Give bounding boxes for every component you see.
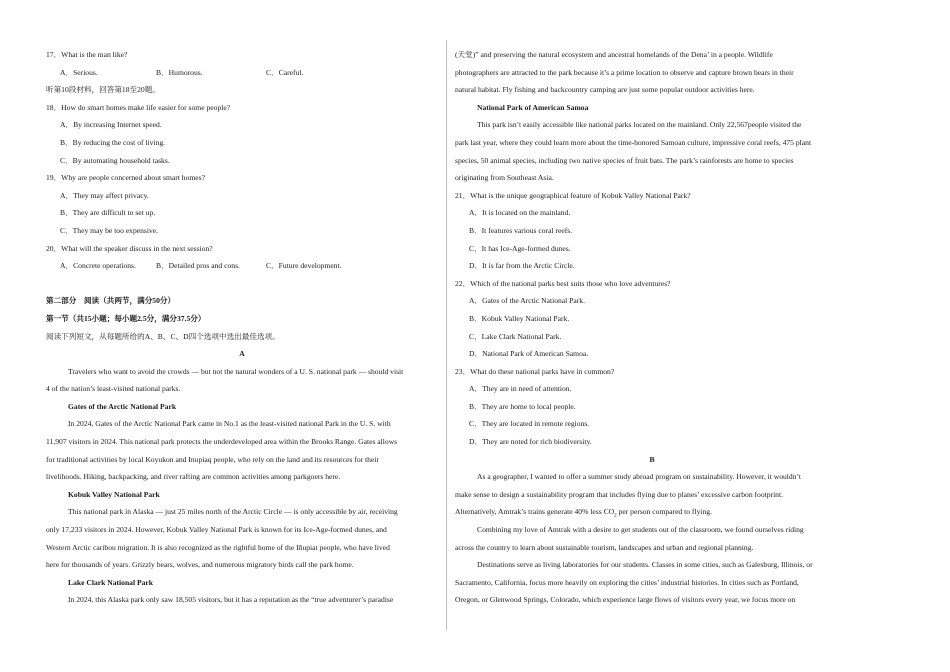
q21-stem: 21．What is the unique geographical feature of Kobuk Valley National Park? bbox=[455, 190, 691, 200]
right-column bbox=[455, 46, 849, 609]
text-line: Destinations serve as living laboratories for our students. Classes in some cities, such as Galesburg, Illinois, or bbox=[477, 560, 813, 570]
passage-a-label: A bbox=[239, 349, 245, 359]
q20-option-b: B．Detailed pros and cons. bbox=[156, 261, 240, 271]
text-line: Sacramento, California, focus more heavily on exploring the cities’ industrial histories. In cities such as Portland, bbox=[455, 577, 799, 587]
text-line: natural habitat. Fly fishing and backcountry camping are just some popular outdoor activities here. bbox=[455, 85, 755, 95]
q18-stem: 18．How do smart homes make life easier for some people? bbox=[46, 102, 231, 112]
text-line: here for thousands of years. Grizzly bears, wolves, and numerous migratory birds call the park home. bbox=[46, 560, 354, 570]
text-line: species, 50 animal species, including two native species of fruit bats. The park’s rainforests are home to species bbox=[455, 155, 794, 165]
q23-option-a: A．They are in need of attention. bbox=[469, 384, 572, 394]
q17-options bbox=[46, 64, 438, 82]
q20-option-c: C．Future development. bbox=[266, 261, 342, 271]
q19-option-c: C．They may be too expensive. bbox=[60, 225, 159, 235]
text-line: Combining my love of Amtrak with a desire to get students out of the classroom, we found ourselves riding bbox=[477, 525, 804, 535]
text-line: for traditional activities by local Koyukon and Inupiaq people, who rely on the land and its resources for their bbox=[46, 454, 379, 464]
q23-option-c: C．They are located in remote regions. bbox=[469, 419, 590, 429]
text-line: In 2024, this Alaska park only saw 18,505 visitors, but it has a reputation as the “true adventurer’s paradise bbox=[68, 595, 394, 605]
text-line: This national park in Alaska — just 25 miles north of the Arctic Circle — is only accessible by air, receiving bbox=[68, 507, 398, 517]
text-line: Western Arctic caribou migration. It is also recognized as the rightful home of the Iñupiat people, who have lived bbox=[46, 542, 390, 552]
column-divider bbox=[446, 40, 447, 630]
text-line: livelihoods. Hiking, backpacking, and river rafting are common activities among parkgoers here. bbox=[46, 472, 341, 482]
text-span: Alternatively, Amtrak’s trains generate 40% less CO bbox=[455, 507, 615, 517]
kobuk-paragraph bbox=[46, 503, 438, 573]
part-2-heading: 第二部分 阅读（共两节，满分50分） bbox=[46, 296, 176, 306]
lake-clark-continuation bbox=[455, 46, 849, 99]
passage-b-label: B bbox=[649, 454, 655, 464]
reading-instruction: 阅读下列短文，从每题所给的A、B、C、D四个选项中选出最佳选项。 bbox=[46, 331, 280, 341]
q17-option-b: B．Humorous. bbox=[156, 67, 203, 77]
passage-b-paragraph-1 bbox=[455, 468, 849, 521]
text-line: 11,907 visitors in 2024. This national park protects the underdeveloped area within the Brooks Range. Gates allows bbox=[46, 437, 398, 447]
gates-title: Gates of the Arctic National Park bbox=[68, 401, 177, 411]
q19-option-b: B．They are difficult to set up. bbox=[60, 208, 156, 218]
text-line: Oregon, or Glenwood Springs, Colorado, which experience large flows of visitors every year, we focus more on bbox=[455, 595, 796, 605]
q17-option-c: C．Careful. bbox=[266, 67, 304, 77]
q22-option-b: B．Kobuk Valley National Park. bbox=[469, 313, 570, 323]
text-line: make sense to design a sustainability program that includes flying due to planes’ excessive carbon footprint. bbox=[455, 489, 783, 499]
text-line: originating from Southeast Asia. bbox=[455, 173, 554, 183]
q18-option-a: A．By increasing Internet speed. bbox=[60, 120, 162, 130]
text-line: As a geographer, I wanted to offer a summer study abroad program on sustainability. However, it wouldn’t bbox=[477, 472, 802, 482]
section-1-heading: 第一节（共15小题；每小题2.5分，满分37.5分） bbox=[46, 313, 206, 323]
lake-clark-paragraph bbox=[46, 591, 438, 609]
gates-paragraph bbox=[46, 415, 438, 485]
q21-option-a: A．It is located on the mainland. bbox=[469, 208, 571, 218]
q23-option-b: B．They are home to local people. bbox=[469, 401, 576, 411]
passage-b-paragraph-2 bbox=[455, 521, 849, 556]
kobuk-title: Kobuk Valley National Park bbox=[68, 489, 160, 499]
q17-stem: 17．What is the man like? bbox=[46, 50, 128, 59]
listening-10-instruction: 听第10段材料，回答第18至20题。 bbox=[46, 85, 160, 95]
text-line: photographers are attracted to the park because it’s a prime location to observe and capture brown bears in their bbox=[455, 67, 794, 77]
samoa-title: National Park of American Samoa bbox=[477, 102, 589, 112]
q21-option-b: B．It features various coral reefs. bbox=[469, 225, 573, 235]
text-span: per person compared to flying. bbox=[616, 507, 712, 517]
text-line: park last year, where they could learn more about the time-honored Samoan culture, impressive coral reefs, 475 plant bbox=[455, 137, 812, 147]
text-line: 4 of the nation’s least-visited national parks. bbox=[46, 384, 181, 394]
text-line: This park isn’t easily accessible like national parks located on the mainland. Only 22,567people visited the bbox=[477, 120, 802, 130]
passage-b-paragraph-3 bbox=[455, 556, 849, 609]
text-line: only 17,233 visitors in 2024. However, Kobuk Valley National Park is known for its Ice-Age-formed dunes, and bbox=[46, 525, 387, 535]
q23-stem: 23．What do these national parks have in common? bbox=[455, 366, 615, 376]
q19-option-a: A．They may affect privacy. bbox=[60, 190, 149, 200]
text-line: (天堂)” and preserving the natural ecosystem and ancestral homelands of the Dena’ in a people. Wildlife bbox=[455, 50, 773, 59]
q20-options bbox=[46, 257, 438, 275]
text-line bbox=[455, 503, 849, 521]
q20-option-a: A．Concrete operations. bbox=[60, 261, 136, 271]
samoa-paragraph bbox=[455, 116, 849, 186]
q22-option-c: C．Lake Clark National Park. bbox=[469, 331, 562, 341]
spacer bbox=[46, 275, 438, 293]
text-line: Travelers who want to avoid the crowds — but not the natural wonders of a U. S. national park — should visit bbox=[68, 366, 404, 376]
q22-stem: 22．Which of the national parks best suits those who love adventures? bbox=[455, 278, 671, 288]
q21-option-d: D．It is far from the Arctic Circle. bbox=[469, 261, 575, 271]
q19-stem: 19．Why are people concerned about smart homes? bbox=[46, 173, 205, 183]
lake-clark-title: Lake Clark National Park bbox=[68, 577, 154, 587]
q22-option-a: A．Gates of the Arctic National Park. bbox=[469, 296, 585, 306]
q22-option-d: D．National Park of American Samoa. bbox=[469, 349, 589, 359]
q18-option-c: C．By automating household tasks. bbox=[60, 155, 170, 165]
q23-option-d: D．They are noted for rich biodiversity. bbox=[469, 437, 592, 447]
subscript: 2 bbox=[614, 513, 617, 519]
q21-option-c: C．It has Ice-Age-formed dunes. bbox=[469, 243, 571, 253]
q20-stem: 20．What will the speaker discuss in the next session? bbox=[46, 243, 213, 253]
left-column bbox=[46, 46, 438, 609]
text-line: across the country to learn about sustainable tourism, landscapes and urban and regional planning. bbox=[455, 542, 754, 552]
q18-option-b: B．By reducing the cost of living. bbox=[60, 137, 166, 147]
q17-option-a: A．Serious. bbox=[60, 67, 98, 77]
passage-a-intro bbox=[46, 363, 438, 398]
text-line: In 2024, Gates of the Arctic National Park came in No.1 as the least-visited national Park in the U. S. with bbox=[68, 419, 391, 429]
